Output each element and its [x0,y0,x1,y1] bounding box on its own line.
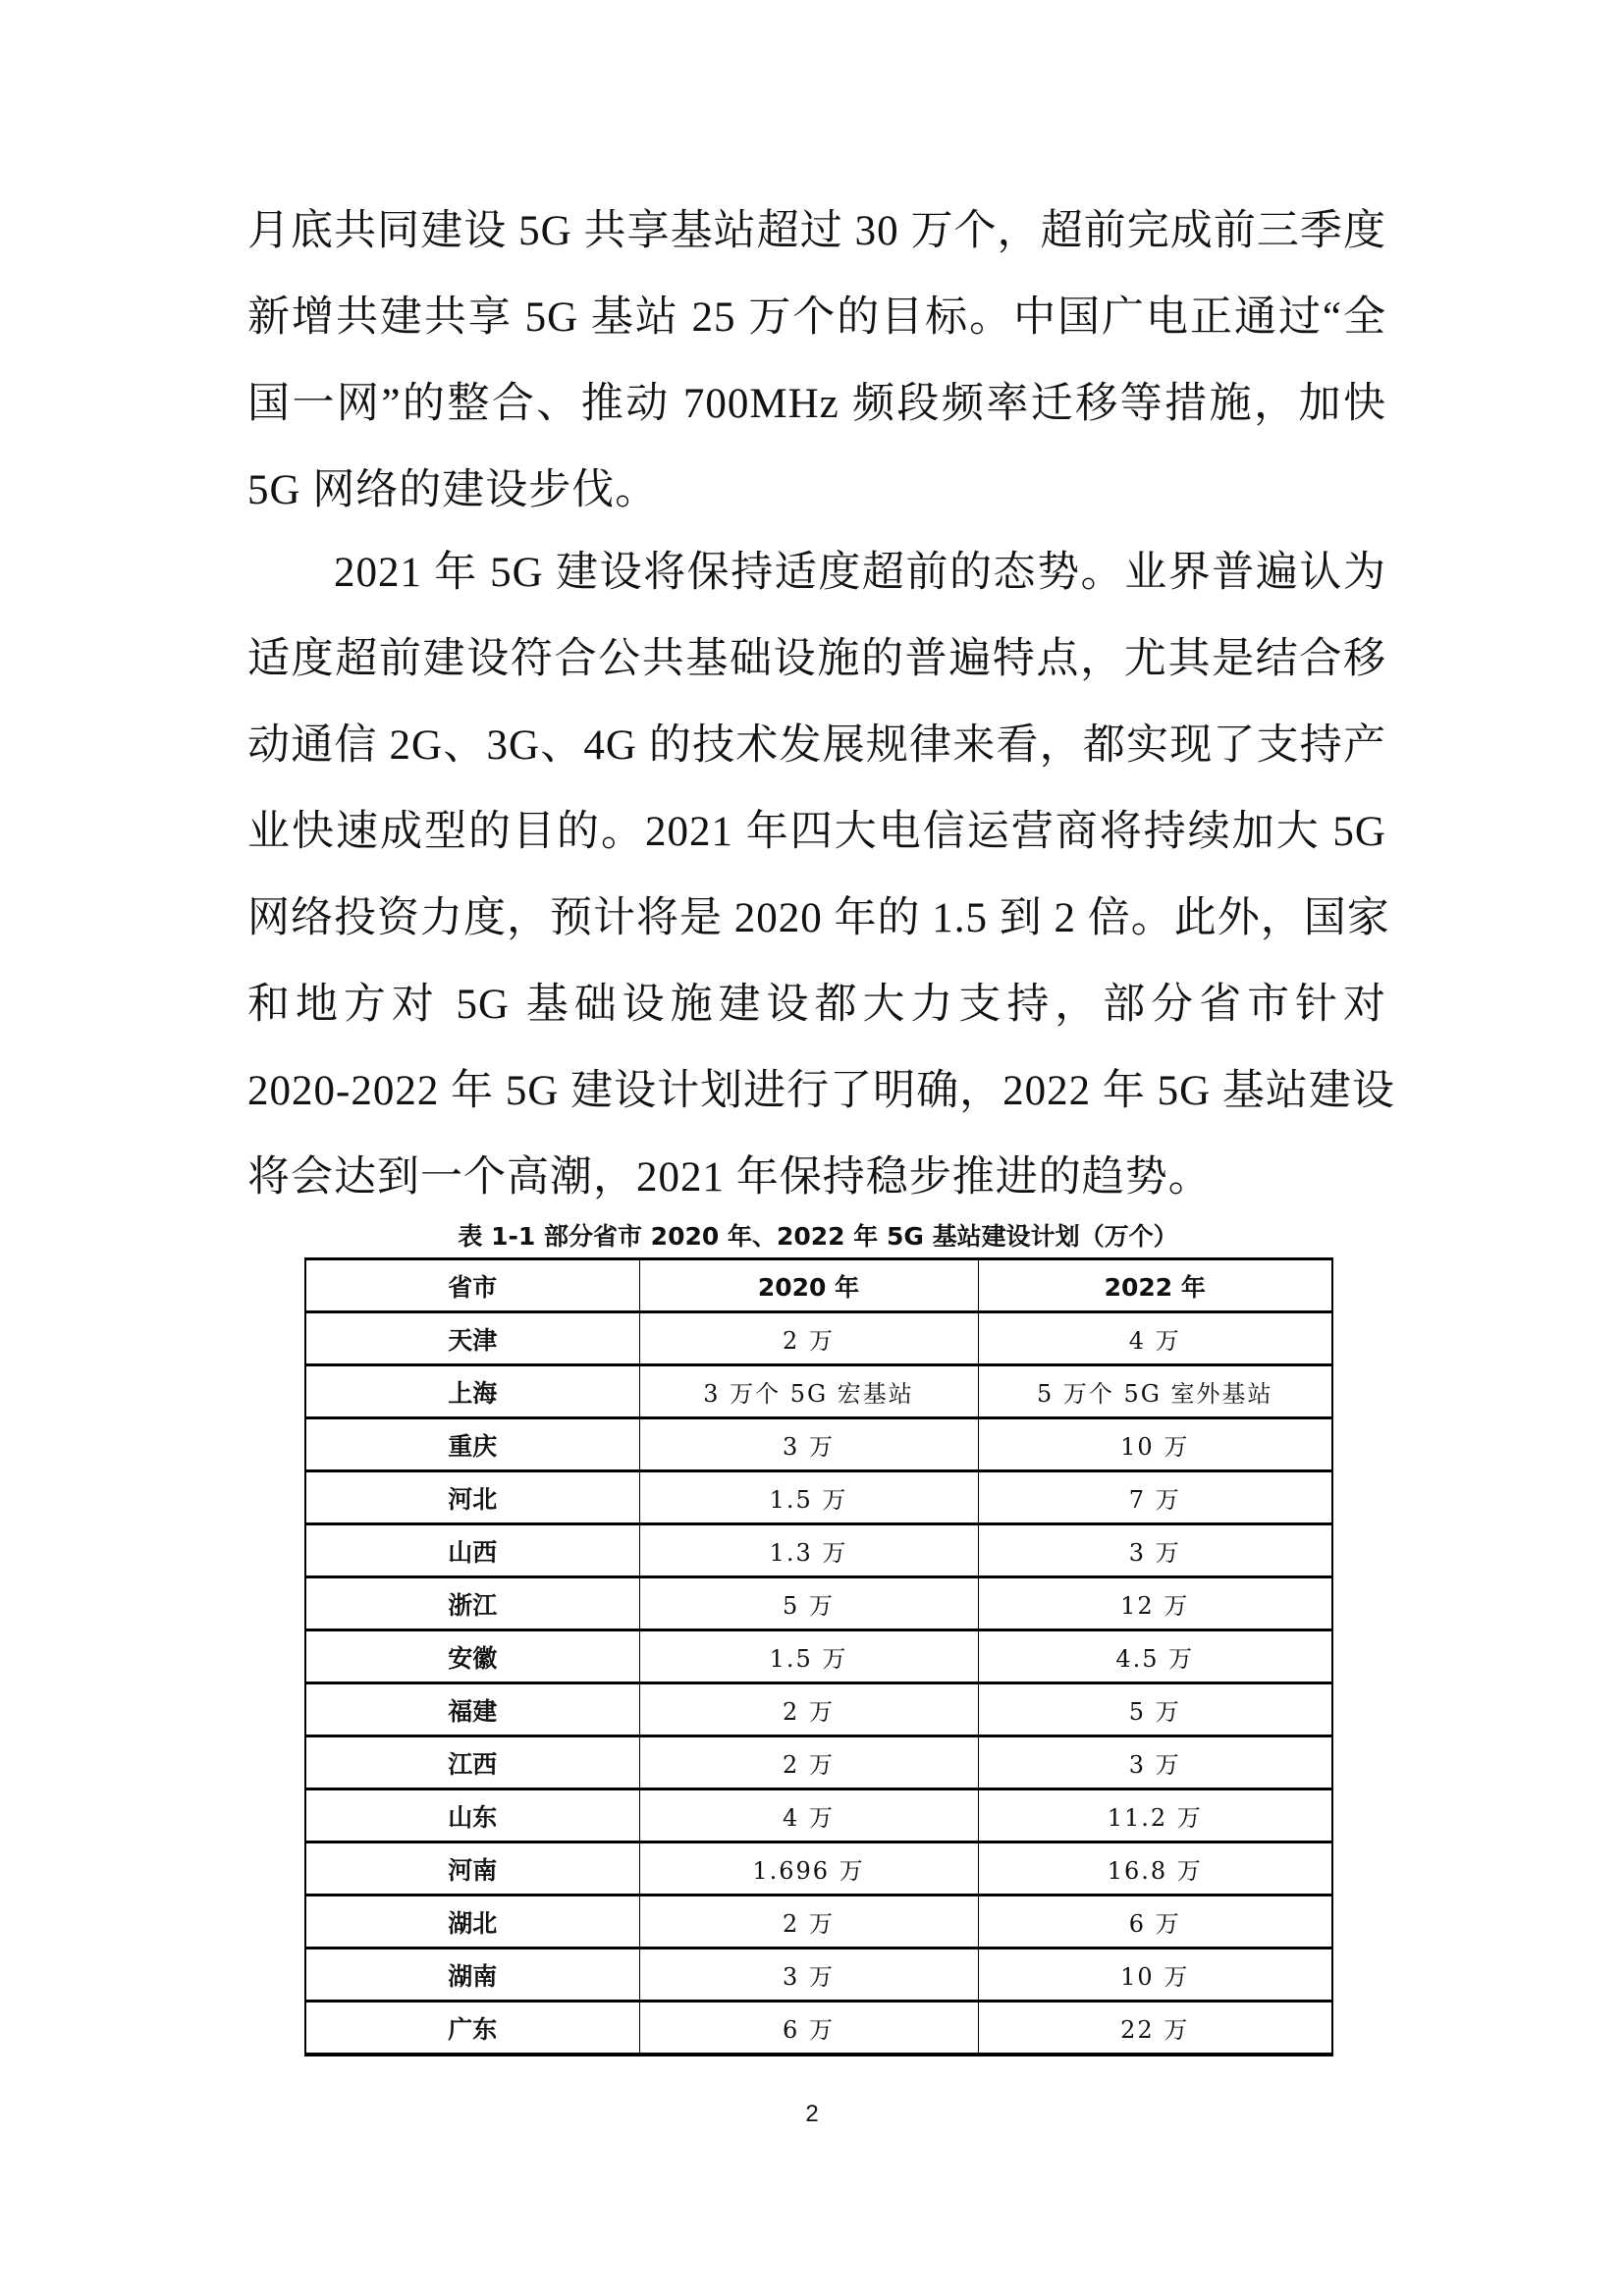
text-line: 5G 网络的建设步伐。 [247,467,659,513]
province-cell: 重庆 [305,1418,639,1471]
value-2022-cell: 5 万个 5G 室外基站 [978,1365,1332,1418]
paragraph-2 [247,530,1395,1221]
table-header-row [305,1259,1332,1312]
paragraph-1 [247,188,1386,534]
province-cell: 上海 [305,1365,639,1418]
province-cell: 山西 [305,1524,639,1577]
province-cell: 广东 [305,2002,639,2056]
value-2020-cell: 2 万 [639,1683,978,1736]
value-2020-cell: 3 万 [639,1418,978,1471]
text-line: 2020-2022 年 5G 建设计划进行了明确，2022 年 5G 基站建设 [247,1068,1395,1114]
table-row [305,1683,1332,1736]
value-2020-cell: 3 万个 5G 宏基站 [639,1365,978,1418]
province-cell: 湖北 [305,1896,639,1949]
province-cell: 福建 [305,1683,639,1736]
value-2020-cell: 1.5 万 [639,1471,978,1524]
province-cell: 湖南 [305,1949,639,2002]
value-2022-cell: 10 万 [978,1418,1332,1471]
province-cell: 河南 [305,1842,639,1896]
column-header-2022: 2022 年 [978,1259,1332,1312]
province-cell: 天津 [305,1312,639,1365]
base-station-plan-table [304,1257,1333,2056]
value-2020-cell: 2 万 [639,1736,978,1789]
table-row [305,2002,1332,2056]
value-2022-cell: 7 万 [978,1471,1332,1524]
text-line: 动通信 2G、3G、4G 的技术发展规律来看，都实现了支持产 [247,722,1386,769]
value-2022-cell: 3 万 [978,1736,1332,1789]
province-cell: 安徽 [305,1630,639,1683]
province-cell: 江西 [305,1736,639,1789]
value-2022-cell: 3 万 [978,1524,1332,1577]
text-line: 月底共同建设 5G 共享基站超过 30 万个，超前完成前三季度 [247,208,1386,254]
page-number: 2 [805,2101,819,2127]
table-row [305,1418,1332,1471]
value-2020-cell: 3 万 [639,1949,978,2002]
text-line: 将会达到一个高潮，2021 年保持稳步推进的趋势。 [247,1154,1212,1201]
text-line: 新增共建共享 5G 基站 25 万个的目标。中国广电正通过“全 [247,294,1386,341]
text-line: 业快速成型的目的。2021 年四大电信运营商将持续加大 5G [247,809,1386,855]
value-2022-cell: 16.8 万 [978,1842,1332,1896]
value-2022-cell: 4 万 [978,1312,1332,1365]
table-row [305,1789,1332,1842]
text-line: 2021 年 5G 建设将保持适度超前的态势。业界普遍认为 [334,550,1386,596]
value-2020-cell: 1.696 万 [639,1842,978,1896]
table-row [305,1736,1332,1789]
value-2022-cell: 11.2 万 [978,1789,1332,1842]
value-2020-cell: 4 万 [639,1789,978,1842]
value-2022-cell: 22 万 [978,2002,1332,2056]
text-line: 国一网”的整合、推动 700MHz 频段频率迁移等措施，加快 [247,381,1386,427]
value-2020-cell: 5 万 [639,1577,978,1630]
column-header-2020: 2020 年 [639,1259,978,1312]
value-2020-cell: 1.5 万 [639,1630,978,1683]
table-row [305,1312,1332,1365]
table-row [305,1896,1332,1949]
province-cell: 河北 [305,1471,639,1524]
text-line: 网络投资力度，预计将是 2020 年的 1.5 到 2 倍。此外，国家 [247,895,1390,941]
value-2022-cell: 12 万 [978,1577,1332,1630]
value-2022-cell: 5 万 [978,1683,1332,1736]
column-header-province: 省市 [305,1259,639,1312]
text-line: 和地方对 5G 基础设施建设都大力支持，部分省市针对 [247,982,1386,1028]
table-row [305,1365,1332,1418]
province-cell: 山东 [305,1789,639,1842]
text-line: 适度超前建设符合公共基础设施的普遍特点，尤其是结合移 [247,636,1386,682]
value-2020-cell: 2 万 [639,1896,978,1949]
table-row [305,1949,1332,2002]
table-caption: 表 1-1 部分省市 2020 年、2022 年 5G 基站建设计划（万个） [458,1222,1178,1251]
value-2022-cell: 10 万 [978,1949,1332,2002]
value-2020-cell: 6 万 [639,2002,978,2056]
table-row [305,1524,1332,1577]
table-row [305,1577,1332,1630]
table-row [305,1471,1332,1524]
value-2020-cell: 1.3 万 [639,1524,978,1577]
table-row [305,1630,1332,1683]
province-cell: 浙江 [305,1577,639,1630]
value-2020-cell: 2 万 [639,1312,978,1365]
table-row [305,1842,1332,1896]
value-2022-cell: 6 万 [978,1896,1332,1949]
value-2022-cell: 4.5 万 [978,1630,1332,1683]
